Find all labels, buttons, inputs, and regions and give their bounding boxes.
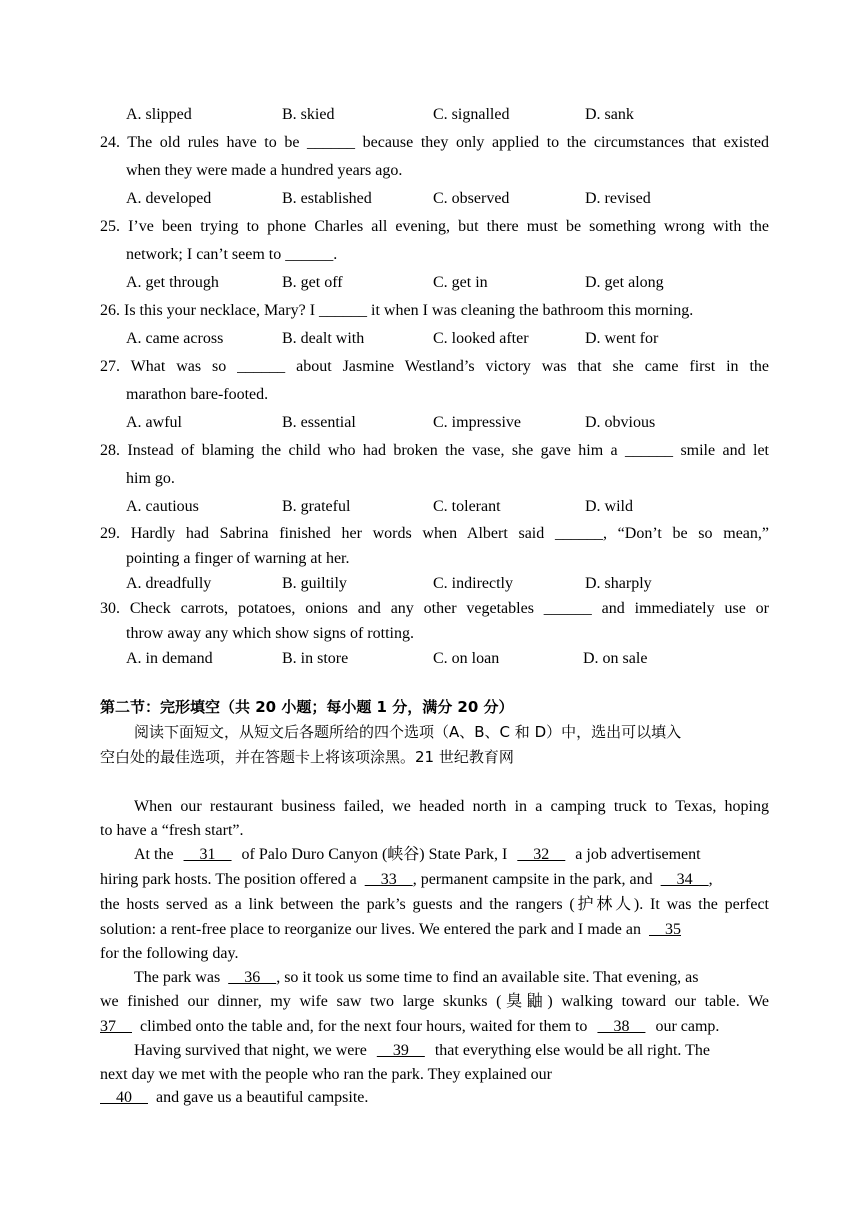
q26-stem-line1: 26. Is this your necklace, Mary? I ______ it when I was cleaning the bathroom this morning. (100, 302, 694, 319)
passage-text: climbed onto the table and, for the next four hours, waited for them to (140, 1018, 588, 1035)
q28-option-c: C. tolerant (433, 498, 501, 515)
q28-option-a: A. cautious (126, 498, 199, 515)
passage-line11 (134, 1041, 769, 1061)
q29-stem-line1: 29. Hardly had Sabrina finished her words when Albert said ______, “Don’t be so mean,” (100, 525, 769, 542)
q25-stem-line2: network; I can’t seem to ______. (126, 246, 338, 263)
q29-option-b: B. guiltily (282, 575, 347, 592)
blank-39: 39 (376, 1042, 425, 1059)
q29-option-a: A. dreadfully (126, 575, 212, 592)
q26-option-b: B. dealt with (282, 330, 365, 347)
passage-text: , so it took us some time to find an available site. That evening, as (276, 969, 699, 986)
q29-option-d: D. sharply (585, 575, 652, 592)
passage-text: that everything else would be all right. The (434, 1042, 711, 1059)
blank-36: 36 (228, 969, 277, 986)
passage-text: and gave us a beautiful campsite. (156, 1089, 369, 1106)
passage-text: solution: a rent-free place to reorganize our lives. We entered the park and I made an (100, 921, 641, 938)
blank-32: 32 (517, 846, 566, 863)
q25-option-c: C. get in (433, 274, 488, 291)
q27-option-d: D. obvious (585, 414, 656, 431)
passage-line6 (100, 920, 769, 940)
blank-40: 40 (100, 1089, 148, 1106)
q23-option-a: A. slipped (126, 106, 192, 123)
q27-stem-line1: 27. What was so ______ about Jasmine Westland’s victory was that she came first in the (100, 358, 769, 375)
passage-text: of Palo Duro Canyon (峡谷) State Park, I (241, 846, 508, 863)
q25-option-a: A. get through (126, 274, 219, 291)
q30-stem-line2: throw away any which show signs of rotting. (126, 625, 414, 642)
q25-option-d: D. get along (585, 274, 664, 291)
q30-option-a: A. in demand (126, 650, 213, 667)
passage-text: Having survived that night, we were (134, 1042, 367, 1059)
q24-option-c: C. observed (433, 190, 510, 207)
blank-37: 37 (100, 1018, 132, 1035)
q27-option-b: B. essential (282, 414, 356, 431)
passage-line2: to have a “fresh start”. (100, 822, 244, 839)
blank-33: 33 (364, 871, 413, 888)
passage-text: our camp. (655, 1018, 720, 1035)
passage-text: At the (134, 846, 174, 863)
passage-text: , permanent campsite in the park, and (412, 871, 653, 888)
q29-option-c: C. indirectly (433, 575, 513, 592)
q24-option-d: D. revised (585, 190, 651, 207)
passage-line1: When our restaurant business failed, we headed north in a camping truck to Texas, hoping (134, 798, 769, 815)
q28-option-d: D. wild (585, 498, 633, 515)
q26-option-c: C. looked after (433, 330, 529, 347)
section-heading: 第二节：完形填空（共 20 小题；每小题 1 分，满分 20 分） (100, 698, 514, 716)
q25-stem-line1: 25. I’ve been trying to phone Charles all evening, but there must be something wrong with the (100, 218, 769, 235)
passage-line4 (100, 870, 769, 890)
blank-34: 34 (660, 871, 709, 888)
q24-option-a: A. developed (126, 190, 212, 207)
q27-option-c: C. impressive (433, 414, 521, 431)
q29-stem-line2: pointing a finger of warning at her. (126, 550, 350, 567)
passage-text: , (708, 871, 713, 888)
blank-31: 31 (183, 846, 232, 863)
q26-option-a: A. came across (126, 330, 224, 347)
q28-option-b: B. grateful (282, 498, 351, 515)
q24-option-b: B. established (282, 190, 372, 207)
passage-line12: next day we met with the people who ran the park. They explained our (100, 1066, 553, 1083)
passage-line5: the hosts served as a link between the park’s guests and the rangers (护林人). It was the perfect (100, 896, 769, 913)
passage-text: hiring park hosts. The position offered a (100, 871, 357, 888)
q28-stem-line1: 28. Instead of blaming the child who had broken the vase, she gave him a ______ smile and let (100, 442, 769, 459)
q23-option-b: B. skied (282, 106, 335, 123)
q27-stem-line2: marathon bare-footed. (126, 386, 269, 403)
instructions-line1: 阅读下面短文，从短文后各题所给的四个选项（A、B、C 和 D）中，选出可以填入 (134, 723, 682, 741)
q30-option-c: C. on loan (433, 650, 500, 667)
passage-line8 (134, 968, 769, 988)
passage-line7: for the following day. (100, 945, 239, 962)
blank-38: 38 (597, 1018, 646, 1035)
passage-line9: we finished our dinner, my wife saw two large skunks (臭鼬) walking toward our table. We (100, 993, 769, 1010)
q24-stem-line2: when they were made a hundred years ago. (126, 162, 403, 179)
blank-35: 35 (649, 921, 681, 938)
q27-option-a: A. awful (126, 414, 182, 431)
passage-text: a job advertisement (575, 846, 701, 863)
passage-line10 (100, 1017, 769, 1037)
passage-text: The park was (134, 969, 221, 986)
q30-option-b: B. in store (282, 650, 349, 667)
passage-line3 (134, 845, 769, 865)
q24-stem-line1: 24. The old rules have to be ______ because they only applied to the circumstances that existed (100, 134, 769, 151)
q26-option-d: D. went for (585, 330, 659, 347)
q30-stem-line1: 30. Check carrots, potatoes, onions and any other vegetables ______ and immediately use or (100, 600, 769, 617)
q23-option-d: D. sank (585, 106, 634, 123)
instructions-line2: 空白处的最佳选项，并在答题卡上将该项涂黑。21 世纪教育网 (100, 748, 514, 766)
q28-stem-line2: him go. (126, 470, 175, 487)
passage-line13 (100, 1088, 769, 1108)
q30-option-d: D. on sale (583, 650, 648, 667)
q25-option-b: B. get off (282, 274, 343, 291)
q23-option-c: C. signalled (433, 106, 510, 123)
